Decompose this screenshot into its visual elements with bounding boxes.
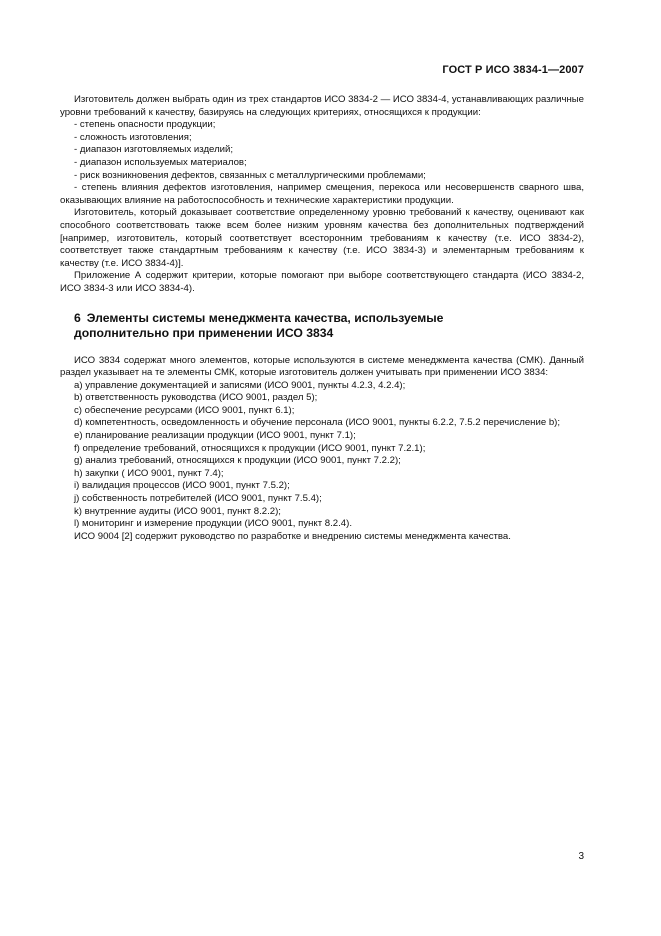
section-title-line2: дополнительно при применении ИСО 3834 (74, 325, 334, 340)
criteria-item: - диапазон изготовляемых изделий; (74, 144, 234, 156)
qms-element-item: k) внутренние аудиты (ИСО 9001, пункт 8.2.2); (74, 505, 281, 517)
intro-paragraph: Изготовитель должен выбрать один из трех стандартов ИСО 3834-2 — ИСО 3834-4, устанавливающих различные уровни требований к качеству, базируясь на следующих критериях, относящихся к продукции: (60, 94, 584, 118)
criteria-item: - степень опасности продукции; (74, 119, 216, 131)
annex-reference-paragraph: Приложение А содержит критерии, которые помогают при выборе соответствующего стандарта (ИСО 3834-2, ИСО 3834-3 или ИСО 3834-4). (60, 270, 584, 294)
qms-element-item: f) определение требований, относящихся к продукции (ИСО 9001, пункт 7.2.1); (74, 442, 426, 454)
qms-element-item: b) ответственность руководства (ИСО 9001, раздел 5); (74, 392, 318, 404)
page-number: 3 (578, 851, 584, 862)
section-title-line1: Элементы системы менеджмента качества, используемые (86, 310, 444, 325)
qms-element-item: d) компетентность, осведомленность и обучение персонала (ИСО 9001, пункты 6.2.2, 7.5.2 перечисление b); (74, 417, 561, 429)
criteria-item: - диапазон используемых материалов; (74, 156, 247, 168)
document-header-code: ГОСТ Р ИСО 3834-1—2007 (442, 64, 584, 76)
section-6-heading (74, 311, 584, 341)
criteria-item: - степень влияния дефектов изготовления, например смещения, перекоса или несовершенств сварного шва, оказывающих влияние на работоспособность и технические характеристики продукции. (60, 182, 584, 206)
qms-element-item: l) мониторинг и измерение продукции (ИСО 9001, пункт 8.2.4). (74, 518, 352, 530)
section-6-intro: ИСО 3834 содержат много элементов, которые используются в системе менеджмента качества (СМК). Данный раздел указывает на те элементы СМК, которые изготовитель должен учитывать при применении ИСО 3834: (60, 354, 584, 379)
criteria-item: - риск возникновения дефектов, связанных с металлургическими проблемами; (74, 169, 426, 181)
section-number: 6 (74, 310, 81, 325)
qms-element-item: g) анализ требований, относящихся к продукции (ИСО 9001, пункт 7.2.2); (74, 455, 401, 467)
qms-element-item: e) планирование реализации продукции (ИСО 9001, пункт 7.1); (74, 430, 356, 442)
quality-level-paragraph: Изготовитель, который доказывает соответствие определенному уровню требований к качеству, оценивают как способного соответствовать также всем более низким уровням качества без дополнительных подтверждений [например, изготовитель, который соответствует всесторонним требованиям к качеству (т.е. ИСО 3834-2), соответствует также стандартным требованиям к качеству (т.е. ИСО 3834-3) и элементарным требованиям к качеству (т.е. ИСО 3834-4)]. (60, 207, 584, 269)
page-body (60, 94, 584, 543)
qms-element-item: h) закупки ( ИСО 9001, пункт 7.4); (74, 467, 224, 479)
criteria-item: - сложность изготовления; (74, 131, 192, 143)
iso-9004-paragraph: ИСО 9004 [2] содержит руководство по разработке и внедрению системы менеджмента качества. (74, 530, 511, 542)
qms-element-item: c) обеспечение ресурсами (ИСО 9001, пункт 6.1); (74, 404, 295, 416)
qms-element-item: a) управление документацией и записями (ИСО 9001, пункты 4.2.3, 4.2.4); (74, 379, 406, 391)
qms-element-item: j) собственность потребителей (ИСО 9001, пункт 7.5.4); (74, 493, 322, 505)
qms-element-item: i) валидация процессов (ИСО 9001, пункт 7.5.2); (74, 480, 290, 492)
